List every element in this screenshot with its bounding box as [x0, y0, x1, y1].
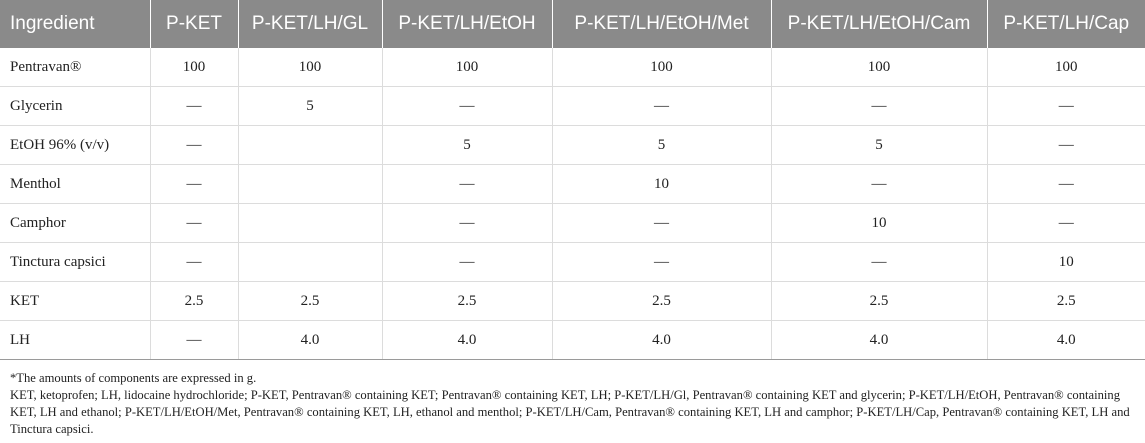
- amount-cell: 2.5: [987, 282, 1145, 321]
- amount-cell: —: [987, 126, 1145, 165]
- amount-cell: —: [150, 204, 238, 243]
- ingredient-cell: Tinctura capsici: [0, 243, 150, 282]
- amount-cell: —: [552, 204, 771, 243]
- amount-cell: 4.0: [771, 321, 987, 360]
- column-header: P-KET: [150, 0, 238, 48]
- amount-cell: —: [987, 87, 1145, 126]
- amount-cell: —: [150, 126, 238, 165]
- table-row: [0, 204, 1145, 243]
- amount-cell: —: [987, 204, 1145, 243]
- header-row: [0, 0, 1145, 48]
- amount-cell: 100: [382, 48, 552, 87]
- amount-cell: [238, 204, 382, 243]
- amount-cell: 4.0: [238, 321, 382, 360]
- table-row: [0, 243, 1145, 282]
- table-row: [0, 282, 1145, 321]
- table-row: [0, 87, 1145, 126]
- abbreviations-footnote: KET, ketoprofen; LH, lidocaine hydrochloride; P-KET, Pentravan® containing KET; Pentravan® containing KET, LH; P-KET/LH/Gl, Pentravan® containing KET and glycerin; P-KET/LH/EtOH, Pentravan® containing KET, LH and ethanol; P-KET/LH/EtOH/Met, Pentravan® containing KET, LH, ethanol and menthol; P-KET/LH/Cam, Pentravan® containing KET, LH and camphor; P-KET/LH/Cap, Pentravan® containing KET, LH and Tinctura capsici.: [10, 388, 1130, 436]
- amount-cell: 4.0: [382, 321, 552, 360]
- table-row: [0, 48, 1145, 87]
- amount-cell: 2.5: [238, 282, 382, 321]
- amount-cell: —: [382, 165, 552, 204]
- amount-cell: 5: [771, 126, 987, 165]
- ingredient-cell: Menthol: [0, 165, 150, 204]
- column-header: P-KET/LH/EtOH/Met: [552, 0, 771, 48]
- amount-cell: 2.5: [382, 282, 552, 321]
- amount-cell: —: [552, 243, 771, 282]
- column-header: P-KET/LH/Cap: [987, 0, 1145, 48]
- column-header: P-KET/LH/EtOH/Cam: [771, 0, 987, 48]
- table-body: [0, 48, 1145, 360]
- table-footnotes: [10, 370, 1138, 438]
- amount-cell: 4.0: [552, 321, 771, 360]
- ingredient-cell: Pentravan®: [0, 48, 150, 87]
- amount-cell: —: [771, 87, 987, 126]
- amount-cell: 2.5: [150, 282, 238, 321]
- amount-cell: —: [382, 204, 552, 243]
- amount-cell: —: [150, 321, 238, 360]
- column-header: Ingredient: [0, 0, 150, 48]
- amount-cell: —: [150, 87, 238, 126]
- amount-cell: 10: [552, 165, 771, 204]
- table-row: [0, 165, 1145, 204]
- amount-cell: 100: [771, 48, 987, 87]
- amount-cell: 5: [552, 126, 771, 165]
- amount-cell: 2.5: [552, 282, 771, 321]
- table-header: [0, 0, 1145, 48]
- amount-cell: 4.0: [987, 321, 1145, 360]
- amount-cell: 5: [238, 87, 382, 126]
- column-header: P-KET/LH/EtOH: [382, 0, 552, 48]
- amount-cell: 100: [150, 48, 238, 87]
- amount-cell: 100: [552, 48, 771, 87]
- table-row: [0, 126, 1145, 165]
- amount-cell: 10: [771, 204, 987, 243]
- amount-cell: 100: [987, 48, 1145, 87]
- amounts-footnote: *The amounts of components are expressed in g.: [10, 371, 257, 385]
- amount-cell: —: [150, 165, 238, 204]
- amount-cell: —: [987, 165, 1145, 204]
- amount-cell: —: [771, 243, 987, 282]
- column-header: P-KET/LH/GL: [238, 0, 382, 48]
- amount-cell: —: [552, 87, 771, 126]
- ingredient-cell: LH: [0, 321, 150, 360]
- amount-cell: —: [771, 165, 987, 204]
- amount-cell: [238, 243, 382, 282]
- amount-cell: —: [382, 87, 552, 126]
- amount-cell: 2.5: [771, 282, 987, 321]
- amount-cell: 100: [238, 48, 382, 87]
- amount-cell: [238, 126, 382, 165]
- ingredient-cell: EtOH 96% (v/v): [0, 126, 150, 165]
- ingredient-cell: Camphor: [0, 204, 150, 243]
- amount-cell: 10: [987, 243, 1145, 282]
- ingredient-cell: KET: [0, 282, 150, 321]
- amount-cell: 5: [382, 126, 552, 165]
- table-row: [0, 321, 1145, 360]
- amount-cell: —: [382, 243, 552, 282]
- amount-cell: [238, 165, 382, 204]
- amount-cell: —: [150, 243, 238, 282]
- ingredient-cell: Glycerin: [0, 87, 150, 126]
